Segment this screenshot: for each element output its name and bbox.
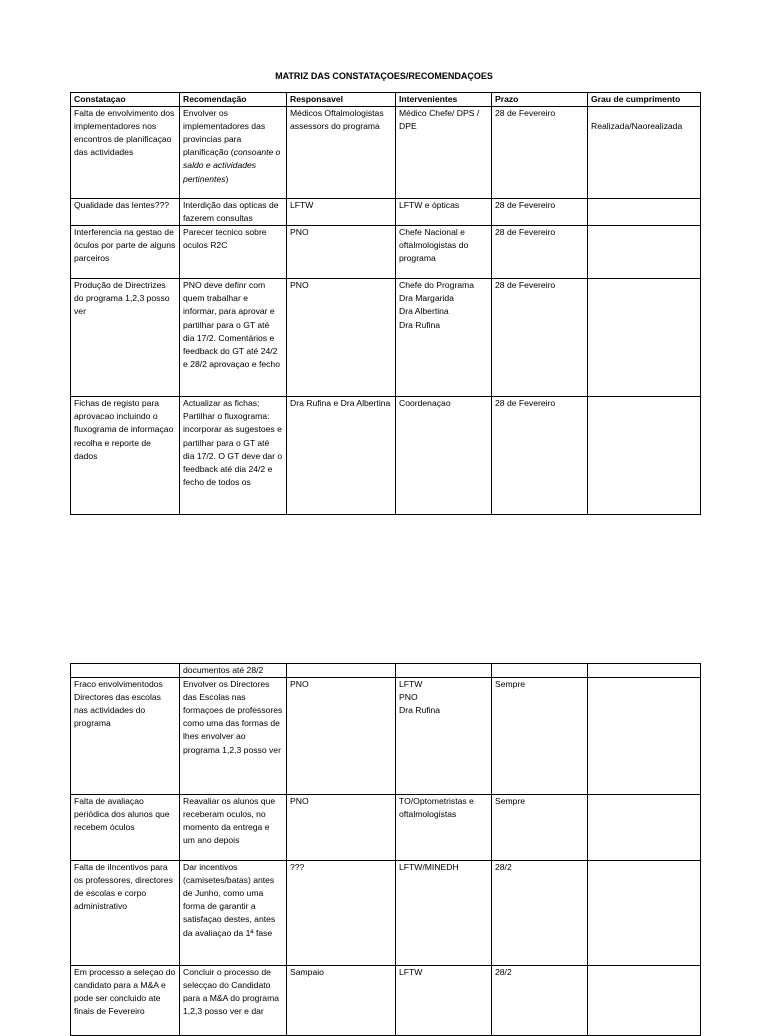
- cell-grau: [588, 226, 701, 279]
- table-row: [71, 199, 701, 226]
- cell-constatacao: Qualidade das lentes???: [71, 199, 180, 226]
- cell-recomendacao: PNO deve definr com quem trabalhar e informar, para aprovar e partilhar para o GT até dia 17/2. Comentários e feedback do GT até 24/2 e 28/2 aprovaçao e fecho: [180, 279, 287, 397]
- header-intervenientes: Intervenientes: [396, 93, 492, 107]
- table-row: [71, 664, 701, 678]
- cell-intervenientes: Chefe Nacional e oftalmologistas do programa: [396, 226, 492, 279]
- cell-grau: [588, 397, 701, 515]
- cell-responsavel: PNO: [287, 678, 396, 795]
- cell-constatacao: [71, 664, 180, 678]
- recommendations-table-page-1: [70, 92, 701, 515]
- cell-constatacao: Em processo a seleçao do candidato para a M&A e pode ser concluido ate finais de Fevereiro: [71, 966, 180, 1036]
- cell-intervenientes: LFTW: [396, 966, 492, 1036]
- cell-intervenientes: LFTW PNO Dra Rufina: [396, 678, 492, 795]
- cell-recomendacao: Interdição das opticas de fazerem consultas: [180, 199, 287, 226]
- cell-recomendacao: Dar incentivos (camisetes/batas) antes de Junho, como uma forma de garantir a satisfaçao destes, antes da avaliaçao da 1ª fase: [180, 861, 287, 966]
- table-row: [71, 279, 701, 397]
- table-row: [71, 107, 701, 199]
- table-row: [71, 678, 701, 795]
- cell-intervenientes: Chefe do Programa Dra Margarida Dra Albertina Dra Rufina: [396, 279, 492, 397]
- cell-recomendacao: Parecer tecnico sobre oculos R2C: [180, 226, 287, 279]
- cell-recomendacao: Actualizar as fichas; Partilhar o fluxograma: incorporar as sugestoes e partilhar para o GT até dia 17/2. O GT deve dar o feedback até dia 24/2 e fecho de todos os: [180, 397, 287, 515]
- cell-grau: [588, 199, 701, 226]
- cell-intervenientes: LFTW e ópticas: [396, 199, 492, 226]
- cell-prazo: 28/2: [492, 861, 588, 966]
- cell-prazo: [492, 664, 588, 678]
- document-title: MATRIZ DAS CONSTATAÇOES/RECOMENDAÇOES: [275, 71, 493, 81]
- cell-constatacao: Fichas de registo para aprovacao incluindo o fluxograma de informaçao recolha e reporte de dados: [71, 397, 180, 515]
- cell-prazo: Sempre: [492, 678, 588, 795]
- table-row: [71, 861, 701, 966]
- cell-intervenientes: LFTW/MINEDH: [396, 861, 492, 966]
- cell-recomendacao: Concluir o processo de selecçao do Candidato para a M&A do programa 1,2,3 posso ver e dar: [180, 966, 287, 1036]
- cell-grau: Realizada/Naorealizada: [588, 107, 701, 199]
- header-prazo: Prazo: [492, 93, 588, 107]
- cell-constatacao: Produção de Directrizes do programa 1,2,3 posso ver: [71, 279, 180, 397]
- cell-grau: [588, 664, 701, 678]
- cell-constatacao: Interferencia na gestao de óculos por parte de alguns parceiros: [71, 226, 180, 279]
- cell-grau: [588, 795, 701, 861]
- cell-intervenientes: Coordenaçao: [396, 397, 492, 515]
- cell-recomendacao: documentos até 28/2: [180, 664, 287, 678]
- cell-constatacao: Falta de envolvimento dos implementadores nos encontros de planificaçao das actividades: [71, 107, 180, 199]
- cell-prazo: 28 de Fevereiro: [492, 397, 588, 515]
- cell-responsavel: Médicos Oftalmologistas assessors do programa: [287, 107, 396, 199]
- cell-responsavel: Dra Rufina e Dra Albertina: [287, 397, 396, 515]
- cell-responsavel: PNO: [287, 226, 396, 279]
- recomendacao-text: Envolver os implementadores das provincias para planificação: [183, 108, 266, 158]
- cell-intervenientes: Médico Chefe/ DPS / DPE: [396, 107, 492, 199]
- cell-grau: [588, 861, 701, 966]
- cell-responsavel: ???: [287, 861, 396, 966]
- table-row: [71, 795, 701, 861]
- cell-recomendacao: Reavaliar os alunos que receberam oculos, no momento da entrega e um ano depois: [180, 795, 287, 861]
- cell-prazo: 28 de Fevereiro: [492, 199, 588, 226]
- cell-responsavel: PNO: [287, 279, 396, 397]
- cell-constatacao: Falta de avaliaçao periódica dos alunos que recebem óculos: [71, 795, 180, 861]
- cell-prazo: 28 de Fevereiro: [492, 107, 588, 199]
- table-row: [71, 966, 701, 1036]
- recomendacao-italic-text: consoante o saldo e actividades pertinentes: [183, 147, 281, 184]
- cell-recomendacao: Envolver os Directores das Escolas nas formaçoes de professores como uma das formas de lhes envolver ao programa 1,2,3 posso ver: [180, 678, 287, 795]
- cell-constatacao: Fraco envolvimentodos Directores das escolas nas actividades do programa: [71, 678, 180, 795]
- recommendations-table-page-2: [70, 663, 701, 1036]
- table-header-row: [71, 93, 701, 107]
- cell-responsavel: Sampaio: [287, 966, 396, 1036]
- cell-grau: [588, 966, 701, 1036]
- table-row: [71, 226, 701, 279]
- header-recomendacao: Recomendação: [180, 93, 287, 107]
- cell-prazo: 28 de Fevereiro: [492, 279, 588, 397]
- header-responsavel: Responsavel: [287, 93, 396, 107]
- cell-prazo: 28/2: [492, 966, 588, 1036]
- cell-responsavel: PNO: [287, 795, 396, 861]
- cell-grau: [588, 678, 701, 795]
- cell-grau: [588, 279, 701, 397]
- cell-responsavel: [287, 664, 396, 678]
- header-constatacao: Constataçao: [71, 93, 180, 107]
- cell-intervenientes: TO/Optometristas e oftalmologistas: [396, 795, 492, 861]
- cell-responsavel: LFTW: [287, 199, 396, 226]
- header-grau: Grau de cumprimento: [588, 93, 701, 107]
- cell-prazo: Sempre: [492, 795, 588, 861]
- cell-constatacao: Falta de iIncentivos para os professores, directores de escolas e corpo administrativo: [71, 861, 180, 966]
- table-row: [71, 397, 701, 515]
- cell-intervenientes: [396, 664, 492, 678]
- cell-prazo: 28 de Fevereiro: [492, 226, 588, 279]
- cell-recomendacao: Envolver os implementadores das provincias para planificação (consoante o saldo e actividades pertinentes): [180, 107, 287, 199]
